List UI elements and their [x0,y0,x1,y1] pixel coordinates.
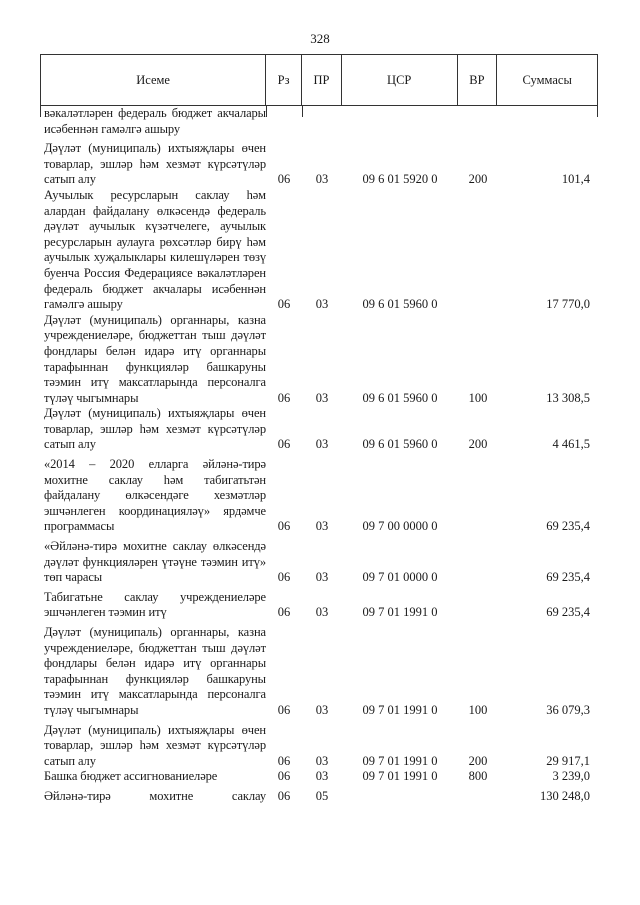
row-pr: 05 [315,788,329,803]
row-csr: 09 6 01 5960 0 [362,297,438,312]
table-row [40,313,598,407]
row-sum: 69 235,4 [546,605,590,620]
row-sum: 36 079,3 [546,702,590,717]
row-csr: 09 6 01 5960 0 [362,390,438,405]
row-pr: 03 [315,753,329,768]
row-sum: 29 917,1 [546,753,590,768]
row-sum: 3 239,0 [552,769,590,784]
row-name: «2014 – 2020 елларга әйләнә-тирә мохитне саклау һәм табигатьтән файдалану өлкәсендәге хезмәтләр эшчәнлеген координацияләү» ярдәмче программасы [44,457,266,534]
row-rz: 06 [277,788,291,803]
row-rz: 06 [277,297,291,312]
row-sum: 69 235,4 [546,519,590,534]
row-vr: 100 [468,390,488,405]
table-row [40,406,598,453]
row-vr: 800 [468,769,488,784]
row-vr: 200 [468,172,488,187]
header-name: Исеме [41,55,266,105]
row-csr: 09 7 01 0000 0 [362,570,438,585]
row-sum: 13 308,5 [546,390,590,405]
table-rows [40,106,598,805]
row-pr: 03 [315,702,329,717]
table-row [40,188,598,313]
row-sum: 17 770,0 [546,297,590,312]
row-name: Дәүләт (муниципаль) ихтыяҗлары өчен товарлар, эшләр һәм хезмәт күрсәтүләр сатып алу [44,141,266,187]
row-name: Дәүләт (муниципаль) ихтыяҗлары өчен товарлар, эшләр һәм хезмәт күрсәтүләр сатып алу [44,406,266,452]
row-name: Дәүләт (муниципаль) ихтыяҗлары өчен товарлар, эшләр һәм хезмәт күрсәтүләр сатып алу [44,722,266,768]
row-name: Әйләнә-тирә мохитне саклау [44,788,266,803]
row-rz: 06 [277,702,291,717]
row-sum: 4 461,5 [552,437,590,452]
row-pr: 03 [315,390,329,405]
row-name: Дәүләт (муниципаль) органнары, казна учреждениеләре, бюджеттан тыш дәүләт фондлары белән идарә итү органнары тарафыннан функцияләр башкаруны тәэмин итү максатларында персоналга түләү чыгымнары [44,312,266,405]
table-row [40,625,598,719]
table-row [40,723,598,770]
row-rz: 06 [277,172,291,187]
row-csr: 09 6 01 5920 0 [362,172,438,187]
table-row [40,539,598,586]
row-rz: 06 [277,753,291,768]
row-csr: 09 7 01 1991 0 [362,753,438,768]
row-name: Дәүләт (муниципаль) органнары, казна учреждениеләре, бюджеттан тыш дәүләт фондлары белән идарә итү органнары тарафыннан функцияләр башкаруны тәэмин итү максатларында персоналга түләү чыгымнары [44,625,266,717]
header-rz: Рз [266,55,302,105]
row-sum: 101,4 [561,172,590,187]
table-header [40,54,598,106]
row-csr: 09 7 00 0000 0 [362,519,438,534]
row-pr: 03 [315,570,329,585]
table-row [40,106,598,137]
table-row [40,590,598,621]
row-name: вәкаләтләрен федераль бюджет акчалары исәбеннән гамәлгә ашыру [44,106,266,136]
page-number: 328 [310,31,330,46]
row-csr: 09 6 01 5960 0 [362,437,438,452]
row-vr: 200 [468,753,488,768]
budget-table [40,54,598,805]
row-rz: 06 [277,605,291,620]
row-rz: 06 [277,437,291,452]
row-name: Башка бюджет ассигнованиеләре [44,769,218,784]
row-name: «Әйләнә-тирә мохитне саклау өлкәсендә дәүләт функцияләрен үтәүне тәэмин итү» төп чарасы [44,539,266,585]
row-pr: 03 [315,605,329,620]
header-sum: Суммасы [522,72,572,87]
row-vr: 200 [468,437,488,452]
row-rz: 06 [277,570,291,585]
row-csr: 09 7 01 1991 0 [362,605,438,620]
row-rz: 06 [277,769,291,784]
row-rz: 06 [277,519,291,534]
row-pr: 03 [315,437,329,452]
row-csr: 09 7 01 1991 0 [362,769,438,784]
header-vr: ВР [458,55,498,105]
row-rz: 06 [277,390,291,405]
row-sum: 130 248,0 [540,788,590,803]
row-pr: 03 [315,172,329,187]
header-csr: ЦСР [342,55,458,105]
row-pr: 03 [315,769,329,784]
row-csr: 09 7 01 1991 0 [362,702,438,717]
row-vr: 100 [468,702,488,717]
row-pr: 03 [315,519,329,534]
header-pr: ПР [302,55,342,105]
row-pr: 03 [315,297,329,312]
row-sum: 69 235,4 [546,570,590,585]
row-name: Аучылык ресурсларын саклау һәм алардан файдалану өлкәсендә федераль дәүләт аучылык күзәтчелеге, аучылык ресурсларын аулауга рөхсәтләр бирү һәм аучылык хуҗалыклары килешүләрен төзү буенча Россия Федерациясе вәкаләтләрен федераль бюджет акчалары исәбеннән гамәлгә ашыру [44,187,266,312]
table-row [40,141,598,188]
row-name: Табигатьне саклау учреждениеләре эшчәнлеген тәэмин итү [44,589,266,620]
table-row [40,789,598,805]
table-row [40,457,598,535]
table-row [40,769,598,785]
